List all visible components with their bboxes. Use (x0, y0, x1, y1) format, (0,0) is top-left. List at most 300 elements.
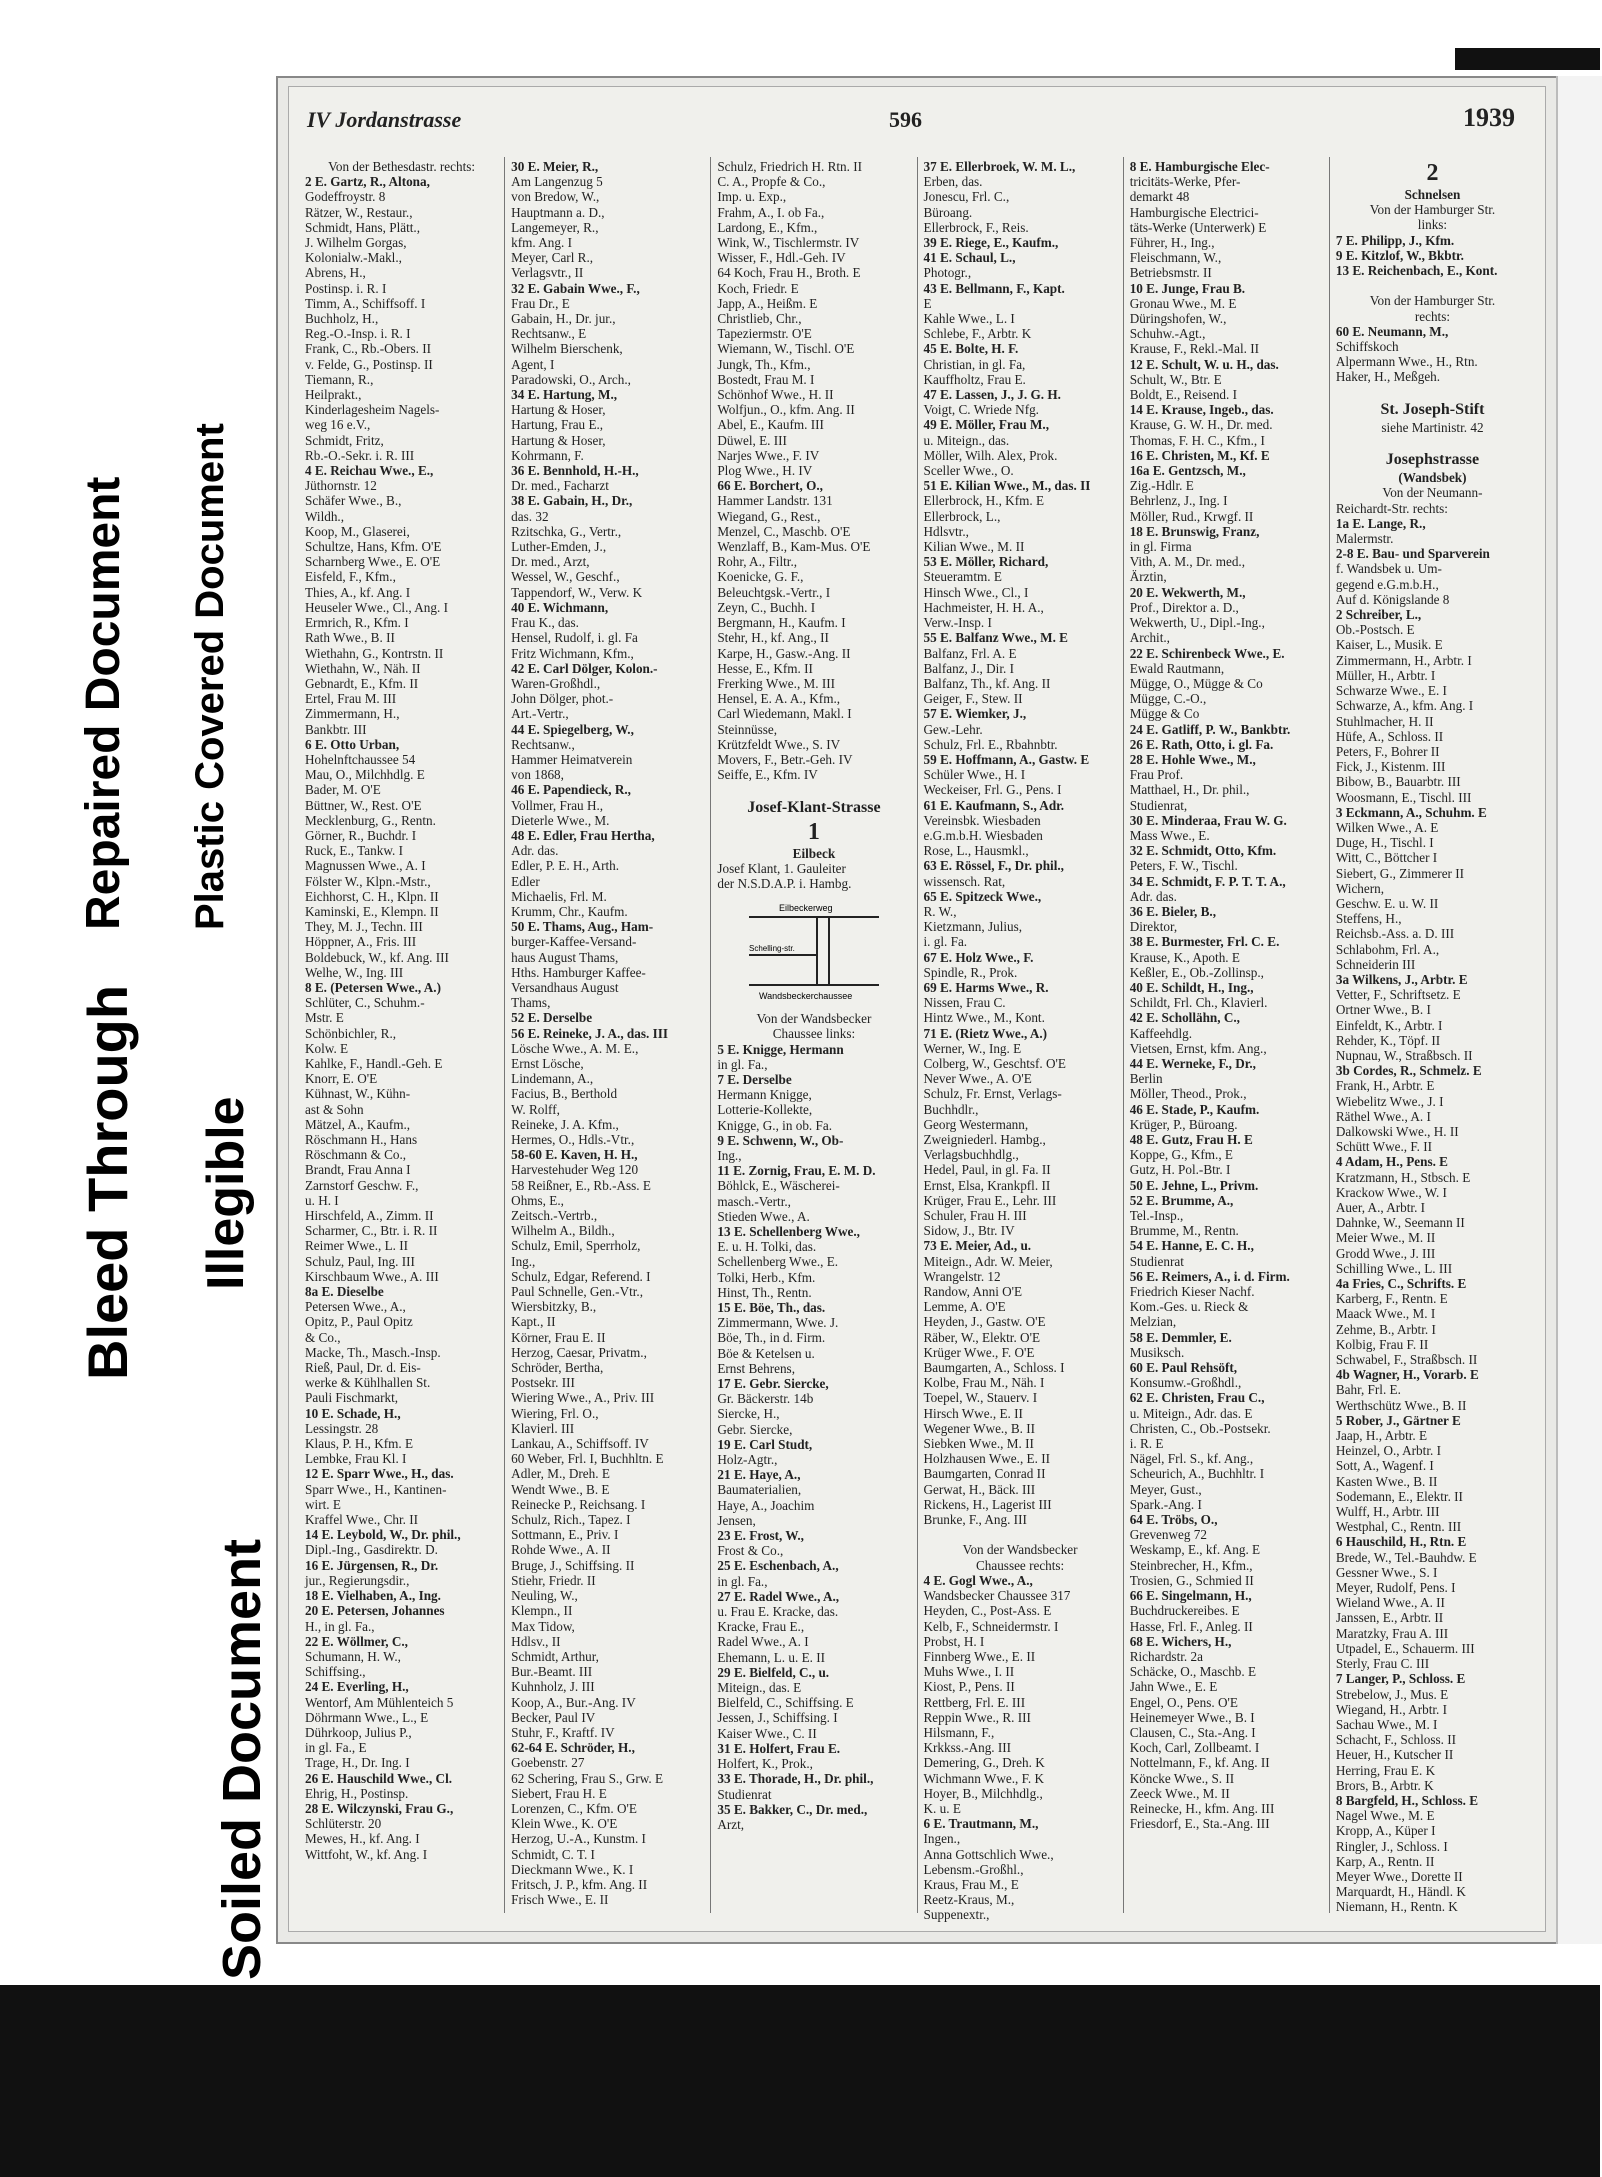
directory-entry: Schiffsing., (305, 1664, 366, 1680)
directory-entry: Movers, F., Betr.-Geh. IV (717, 751, 853, 767)
directory-entry: Eisfeld, F., Kfm., (305, 569, 396, 585)
column-6 (1329, 157, 1535, 1913)
directory-entry: Görner, R., Buchdr. I (305, 827, 417, 843)
directory-entry: John Dölger, phot.- (511, 691, 614, 707)
directory-entry: Hths. Hamburger Kaffee- (511, 964, 646, 980)
directory-entry: Kuhnholz, J. III (511, 1679, 595, 1695)
directory-entry: weg 16 e.V., (305, 417, 371, 433)
directory-entry: 53 E. Möller, Richard, (923, 554, 1049, 570)
column-4 (917, 157, 1123, 1923)
directory-entry: Werthschütz Wwe., B. II (1335, 1397, 1467, 1413)
directory-entry: 8a E. Dieselbe (305, 1284, 384, 1300)
directory-entry: Reimer Wwe., L. II (305, 1238, 409, 1254)
directory-entry: Peters, F. W., Tischl. (1129, 858, 1238, 874)
directory-entry: Meyer, Gust., (1129, 1481, 1202, 1497)
directory-entry: Tappendorf, W., Verw. K (511, 584, 643, 600)
directory-entry: Schuler, Frau H. III (923, 1208, 1027, 1224)
directory-entry: Brandt, Frau Anna I (305, 1162, 411, 1178)
directory-entry: Ernst Lösche, (511, 1055, 584, 1071)
directory-entry: Hartung, Frau E., (511, 417, 604, 433)
directory-entry: Schulz, Rich., Tapez. I (511, 1512, 631, 1528)
directory-entry: Karberg, F., Rentn. E (1335, 1291, 1448, 1307)
directory-entry: Kom.-Ges. u. Rieck & (1129, 1299, 1249, 1315)
directory-entry: Nägel, Frl. S., kf. Ang., (1129, 1451, 1254, 1467)
directory-entry: Krackow Wwe., W. I (1335, 1184, 1447, 1200)
directory-entry: Kiost, P., Pens. II (923, 1679, 1015, 1695)
directory-entry: Hinsch Wwe., Cl., I (923, 584, 1029, 600)
directory-entry: Siercke, H., (717, 1406, 780, 1422)
directory-entry: 2 (1426, 160, 1439, 186)
directory-entry: Schlebe, F., Arbtr. K (923, 326, 1032, 342)
directory-entry: Zeyn, C., Buchh. I (717, 599, 816, 615)
directory-entry: 8 E. Hamburgische Elec- (1129, 159, 1270, 174)
directory-entry: Bankbtr. III (305, 721, 367, 737)
directory-entry: Berlin (1129, 1071, 1163, 1087)
directory-entry: 24 E. Gatliff, P. W., Bankbtr. (1129, 721, 1291, 737)
directory-entry: Von der Neumann- (1382, 485, 1483, 501)
year: 1939 (1463, 103, 1515, 132)
label-repaired: Repaired Document (77, 476, 130, 930)
directory-entry: Hartung & Hoser, (511, 432, 606, 448)
directory-entry: Düringshofen, W., (1129, 311, 1227, 327)
directory-entry: J. Wilhelm Gorgas, (305, 235, 407, 251)
directory-entry: 18 E. Vielhaben, A., Ing. (305, 1588, 441, 1604)
directory-entry: 11 E. Zornig, Frau, E. M. D. (717, 1163, 876, 1179)
directory-entry: gegend e.G.m.b.H., (1335, 576, 1439, 592)
directory-entry: 20 E. Wekwerth, M., (1129, 584, 1246, 600)
directory-entry: Hensel, E. A. A., Kfm., (717, 691, 841, 707)
directory-entry: Meier Wwe., M. II (1335, 1230, 1436, 1246)
directory-entry: Büroang. (923, 204, 973, 220)
directory-entry: Heilprakt., (305, 387, 362, 403)
directory-entry: Carl Wiedemann, Makl. I (717, 706, 852, 722)
directory-entry: Trage, H., Dr. Ing. I (305, 1755, 410, 1771)
directory-entry: Verw.-Insp. I (923, 615, 992, 631)
directory-entry: Baumaterialien, (717, 1482, 802, 1498)
directory-entry: 27 E. Radel Wwe., A., (717, 1588, 840, 1604)
directory-entry: Neuling, W., (511, 1588, 578, 1604)
directory-entry: Ärztin, (1129, 569, 1167, 585)
directory-entry: 41 E. Schaul, L., (923, 250, 1016, 266)
directory-entry: Krause, K., Apoth. E (1129, 949, 1240, 965)
directory-entry: Schacht, F., Schloss. II (1335, 1732, 1457, 1748)
directory-entry: Versandhaus August (511, 979, 619, 995)
directory-entry: Schuhw.-Agt., (1129, 326, 1206, 342)
directory-entry: Dipl.-Ing., Gasdirektr. D. (305, 1542, 438, 1558)
directory-entry: Bahr, Frl. E. (1335, 1382, 1401, 1398)
directory-entry: Boldebuck, W., kf. Ang. III (305, 949, 449, 965)
directory-entry: Agent, I (511, 356, 555, 372)
directory-entry: Hdlsvtr., (923, 523, 969, 539)
directory-entry: Schulz, Emil, Sperrholz, (511, 1238, 641, 1254)
directory-entry: Zig.-Hdlr. E (1129, 478, 1194, 494)
directory-entry: 60 E. Paul Rehsöft, (1129, 1360, 1238, 1376)
directory-entry: Krüger Wwe., F. O'E (923, 1344, 1035, 1360)
directory-entry: Hermes, O., Hdls.-Vtr., (511, 1132, 635, 1147)
directory-entry: Melzian, (1129, 1314, 1177, 1330)
directory-entry: Beleuchtgsk.-Vertr., I (717, 584, 831, 600)
directory-entry: Rechtsanw., (511, 736, 575, 752)
directory-entry: 29 E. Bielfeld, C., u. (717, 1664, 830, 1680)
directory-entry: Schwabel, F., Straßbsch. II (1335, 1352, 1478, 1368)
directory-entry: Rieß, Paul, Dr. d. Eis- (305, 1360, 421, 1376)
directory-entry: Wandsbecker Chaussee 317 (923, 1588, 1071, 1604)
directory-entry: Lembke, Frau Kl. I (305, 1451, 407, 1467)
directory-entry: Hauptmann a. D., (511, 204, 605, 220)
directory-entry: Von der Hamburger Str. (1369, 293, 1496, 309)
directory-entry: Mass Wwe., E. (1129, 827, 1210, 843)
directory-entry: 64 E. Tröbs, O., (1129, 1512, 1218, 1528)
directory-entry: Wilhelm Bierschenk, (511, 341, 623, 357)
directory-entry: Schönbichler, R., (305, 1025, 397, 1041)
directory-entry: Edler (511, 873, 540, 889)
directory-entry: Rohde Wwe., A. II (511, 1542, 611, 1558)
directory-entry: Finnberg Wwe., E. II (923, 1648, 1036, 1664)
directory-entry: Paradowski, O., Arch., (511, 371, 631, 387)
directory-entry: Jonescu, Frl. C., (923, 189, 1010, 205)
directory-entry: 18 E. Brunswig, Franz, (1129, 523, 1260, 539)
directory-entry: Mügge & Co (1129, 706, 1200, 722)
directory-entry: Konsumw.-Großhdl., (1129, 1375, 1242, 1391)
directory-entry: Dahnke, W., Seemann II (1335, 1215, 1465, 1231)
directory-entry: 9 E. Schwenn, W., Ob- (717, 1132, 844, 1148)
directory-entry: Westphal, C., Rentn. III (1335, 1519, 1462, 1535)
directory-entry: Stieden Wwe., A. (717, 1208, 810, 1224)
directory-entry: Miteign., das. E (717, 1680, 802, 1696)
directory-entry: Wieland Wwe., A. II (1335, 1595, 1445, 1611)
directory-entry: Tel.-Insp., (1129, 1208, 1184, 1224)
directory-entry: Verlagsvtr., II (511, 265, 584, 281)
directory-entry: Muhs Wwe., I. II (923, 1664, 1015, 1680)
directory-entry: Möller, Theod., Prok., (1129, 1086, 1247, 1102)
directory-entry: Becker, Paul IV (511, 1709, 596, 1725)
directory-entry: Scharmer, C., Btr. i. R. II (305, 1223, 438, 1239)
directory-entry: Frau Dr., E (511, 295, 570, 311)
directory-entry: 50 E. Jehne, L., Privm. (1129, 1177, 1259, 1193)
directory-entry: Zimmermann, H., Arbtr. I (1335, 652, 1472, 668)
directory-entry: St. Joseph-Stift (1380, 400, 1485, 418)
directory-entry: 7 E. Derselbe (717, 1071, 792, 1087)
directory-entry: 43 E. Bellmann, F., Kapt. (923, 280, 1065, 296)
directory-entry: Jungk, Th., Kfm., (717, 356, 811, 372)
directory-entry: Köncke Wwe., S. II (1129, 1770, 1235, 1786)
directory-entry: Brumme, M., Rentn. (1129, 1223, 1239, 1239)
directory-entry: 17 E. Gebr. Siercke, (717, 1376, 829, 1392)
directory-entry: von 1868, (511, 767, 564, 783)
directory-entry: Kasten Wwe., B. II (1335, 1473, 1438, 1489)
directory-entry: Balfanz, Th., kf. Ang. II (923, 675, 1051, 691)
directory-entry: Ehemann, L. u. E. II (717, 1649, 826, 1665)
directory-entry: Spark.-Ang. I (1129, 1496, 1202, 1512)
directory-entry: Wiegand, G., Rest., (717, 508, 821, 524)
label-bleed-through: Bleed Through (76, 984, 139, 1380)
directory-entry: Schönhof Wwe., H. II (717, 387, 834, 403)
directory-entry: Sparr Wwe., H., Kantinen- (305, 1481, 447, 1497)
page-header (289, 87, 1545, 139)
directory-entry: Seiffe, E., Kfm. IV (717, 767, 818, 783)
directory-entry: Zehme, B., Arbtr. I (1335, 1321, 1436, 1337)
directory-entry: Sodemann, E., Elektr. II (1335, 1488, 1463, 1504)
directory-entry: Timm, A., Schiffsoff. I (305, 295, 426, 311)
directory-entry: Schulz, Fr. Ernst, Verlags- (923, 1086, 1062, 1102)
directory-entry: Führer, H., Ing., (1129, 235, 1215, 251)
directory-entry: Heyden, J., Gastw. O'E (923, 1314, 1046, 1330)
directory-entry: Vollmer, Frau H., (511, 797, 604, 813)
directory-entry: Schwarze Wwe., E. I (1335, 683, 1447, 699)
directory-entry: 42 E. Schollähn, C., (1129, 1010, 1240, 1026)
directory-entry: 61 E. Kaufmann, S., Adr. (923, 797, 1065, 813)
directory-entry: E. u. H. Tolki, das. (717, 1239, 817, 1255)
label-illegible: Illegible (197, 1096, 255, 1290)
directory-entry: Ruck, E., Tankw. I (305, 843, 403, 859)
directory-entry: 6 E. Trautmann, M., (923, 1816, 1039, 1832)
directory-entry: täts-Werke (Unterwerk) E (1129, 219, 1267, 235)
directory-entry: Koenicke, G. F., (717, 569, 804, 585)
directory-entry: Ohms, E., (511, 1192, 564, 1208)
directory-entry: Ing., (511, 1253, 536, 1269)
directory-entry: 9 E. Kitzlof, W., Bkbtr. (1335, 247, 1464, 263)
directory-entry: 55 E. Balfanz Wwe., M. E (923, 630, 1068, 646)
directory-entry: Adler, M., Dreh. E (511, 1466, 610, 1482)
directory-entry: Wink, W., Tischlermstr. IV (717, 235, 860, 251)
directory-entry: 33 E. Thorade, H., Dr. phil., (717, 1771, 874, 1787)
directory-entry: Schüler Wwe., H. I (923, 767, 1026, 783)
directory-entry: Lardong, E., Kfm., (717, 219, 818, 235)
directory-entry: Josephstrasse (1385, 451, 1480, 469)
directory-entry: 50 E. Thams, Aug., Ham- (511, 919, 654, 935)
directory-entry: wissensch. Rat, (923, 873, 1006, 889)
directory-entry: Ernst Behrens, (717, 1360, 795, 1376)
directory-entry: Kratzmann, H., Stbsch. E (1335, 1169, 1471, 1185)
directory-entry: Ingen., (923, 1831, 961, 1847)
directory-entry: Schulz, Paul, Ing. III (305, 1253, 415, 1269)
directory-entry: Niemann, H., Rentn. K (1335, 1899, 1458, 1915)
directory-entry: 48 E. Edler, Frau Hertha, (511, 827, 655, 843)
directory-entry: 4b Wagner, H., Vorarb. E (1335, 1367, 1479, 1383)
directory-entry: Ob.-Postsch. E (1335, 622, 1415, 638)
directory-entry: Reetz-Kraus, M., (923, 1892, 1015, 1908)
map-label-bottom: Wandsbeckerchaussee (758, 991, 853, 1002)
directory-entry: Chaussee links: (772, 1026, 856, 1042)
directory-entry: 5 Rober, J., Gärtner E (1335, 1412, 1461, 1428)
directory-entry: Hasse, Frl. F., Anleg. II (1129, 1618, 1253, 1634)
directory-entry: 4a Fries, C., Schrifts. E (1335, 1276, 1467, 1292)
directory-entry: Kraffel Wwe., Chr. II (305, 1512, 419, 1528)
directory-entry: 47 E. Lassen, J., J. G. H. (923, 387, 1061, 403)
directory-entry: 58 E. Demmler, E. (1129, 1329, 1232, 1345)
directory-entry: Hesse, E., Kfm. II (717, 660, 813, 676)
directory-entry: burger-Kaffee-Versand- (511, 934, 637, 950)
directory-entry: Wentorf, Am Mühlenteich 5 (305, 1694, 454, 1710)
directory-entry: 65 E. Spitzeck Wwe., (923, 888, 1042, 904)
directory-entry: Sachau Wwe., M. I (1335, 1716, 1438, 1732)
directory-entry: Hammer Heimatverein (511, 751, 633, 767)
directory-entry: Kilian Wwe., M. II (923, 539, 1025, 555)
directory-entry: 1a E. Lange, R., (1335, 515, 1426, 531)
directory-entry: Koop, A., Bur.-Ang. IV (511, 1694, 636, 1710)
directory-entry: Nupnau, W., Straßbsch. II (1335, 1047, 1473, 1063)
directory-entry: Baumgarten, A., Schloss. I (923, 1360, 1065, 1376)
directory-entry: Heinemeyer Wwe., B. I (1129, 1709, 1255, 1725)
directory-entry: 59 E. Hoffmann, A., Gastw. E (923, 751, 1090, 767)
directory-entry: Hirschfeld, A., Zimm. II (305, 1208, 434, 1224)
directory-entry: Schumann, H. W., (305, 1648, 401, 1664)
directory-entry: Frahm, A., I. ob Fa., (717, 204, 825, 220)
directory-entry: Knorr, E. O'E (305, 1071, 378, 1087)
directory-entry: 73 E. Meier, Ad., u. (923, 1238, 1032, 1254)
directory-entry: Wegener Wwe., B. II (923, 1420, 1035, 1436)
directory-entry: Frost & Co., (717, 1543, 784, 1559)
directory-entry: Wiemann, W., Tischl. O'E (717, 341, 855, 357)
directory-entry: Japp, A., Heißm. E (717, 295, 818, 311)
directory-entry: Frau Prof. (1129, 767, 1184, 783)
directory-entry: Eilbeck (792, 845, 836, 861)
directory-entry: 20 E. Petersen, Johannes (305, 1603, 445, 1619)
directory-entry: R. W., (923, 903, 957, 919)
directory-entry: 30 E. Meier, R., (511, 159, 599, 174)
scan-dark-corner (1455, 48, 1600, 70)
directory-entry: Herzog, Caesar, Privatm., (511, 1344, 647, 1360)
directory-entry: Betriebsmstr. II (1129, 265, 1212, 281)
directory-entry (924, 1527, 1117, 1542)
directory-entry: Behrlenz, J., Ing. I (1129, 493, 1228, 509)
directory-entry: Hdlsv., II (511, 1633, 561, 1649)
directory-entry: Utpadel, E., Schauerm. III (1335, 1640, 1475, 1656)
directory-entry: Krkkss.-Ang. III (923, 1740, 1012, 1756)
directory-entry: Wichern, (1335, 880, 1385, 896)
directory-entry: 3b Cordes, R., Schmelz. E (1335, 1063, 1482, 1079)
directory-entry: 56 E. Reineke, J. A., das. III (511, 1025, 668, 1041)
directory-entry: Max Tidow, (511, 1618, 575, 1634)
directory-entry: (Wandsbek) (1398, 470, 1467, 486)
directory-entry: Adr. das. (1129, 888, 1177, 904)
directory-entry: Einfeldt, K., Arbtr. I (1335, 1017, 1443, 1033)
directory-entry: Zeitsch.-Vertrb., (511, 1208, 598, 1224)
directory-entry: werke & Kühlhallen St. (305, 1375, 431, 1391)
directory-entry: Wildh., (305, 508, 345, 524)
directory-entry: Never Wwe., A. O'E (923, 1071, 1032, 1087)
directory-entry: 30 E. Minderaa, Frau W. G. (1129, 812, 1287, 828)
directory-entry: Ellerbrock, F., Reis. (923, 219, 1029, 235)
directory-entry: u. Miteign., das. (923, 432, 1010, 448)
directory-entry: Ertel, Frau M. III (305, 691, 397, 707)
directory-entry: Dührkoop, Julius P., (305, 1724, 412, 1740)
directory-entry: Siebert, G., Zimmerer II (1335, 865, 1465, 881)
directory-entry (717, 782, 910, 797)
map-label-top: Eilbeckerweg (778, 903, 833, 914)
directory-entry: 10 E. Junge, Frau B. (1129, 280, 1246, 296)
directory-entry: Dieterle Wwe., M. (511, 812, 610, 828)
directory-entry: Maack Wwe., M. I (1335, 1306, 1436, 1322)
directory-entry: 62 Schering, Frau S., Grw. E (511, 1770, 664, 1786)
directory-entry: Suppenextr., (923, 1907, 990, 1923)
directory-entry: Tolki, Herb., Kfm. (717, 1269, 816, 1285)
directory-entry: Kietzmann, Julius, (923, 919, 1023, 935)
directory-entry: Verlagsbuchhdlg., (923, 1147, 1019, 1163)
directory-entry: Christen, C., Ob.-Postsekr. (1129, 1420, 1271, 1436)
directory-entry: Dr. med., Arzt, (511, 554, 590, 570)
directory-entry: Georg Westermann, (923, 1116, 1029, 1132)
directory-entry: Wiethahn, W., Näh. II (305, 660, 421, 676)
directory-entry: Frerking Wwe., M. III (717, 675, 836, 691)
directory-entry: Tapeziermstr. O'E (717, 326, 812, 342)
directory-entry: Bur.-Beamt. III (511, 1664, 593, 1680)
directory-entry: Hedel, Paul, in gl. Fa. II (923, 1162, 1051, 1178)
directory-entry: Mecklenburg, G., Rentn. (305, 812, 436, 828)
directory-entry: Ewald Rautmann, (1129, 660, 1225, 676)
directory-entry: Jensen, (717, 1512, 756, 1528)
directory-entry: Rb.-O.-Sekr. i. R. III (305, 447, 415, 463)
directory-entry: Kropp, A., Küper I (1335, 1823, 1436, 1839)
directory-entry: Schlüter, C., Schuhm.- (305, 995, 425, 1011)
directory-entry: Stiehr, Friedr. II (511, 1572, 596, 1588)
directory-entry: 6 Hauschild, H., Rtn. E (1335, 1534, 1467, 1550)
directory-entry: Schmidt, Hans, Plätt., (305, 219, 421, 235)
directory-entry: Sceller Wwe., O. (923, 463, 1014, 479)
directory-entry: 67 E. Holz Wwe., F. (923, 949, 1034, 965)
directory-entry: Hoyer, B., Milchhdlg., (923, 1785, 1043, 1801)
directory-entry: Röschmann H., Hans (305, 1132, 418, 1147)
directory-entry: 52 E. Derselbe (511, 1010, 593, 1026)
directory-entry: Döhrmann Wwe., L., E (305, 1709, 429, 1725)
directory-entry: 2-8 E. Bau- und Sparverein (1335, 546, 1490, 562)
directory-entry: Krüger, Frau E., Lehr. III (923, 1192, 1057, 1208)
directory-entry: Prof., Direktor a. D., (1129, 599, 1239, 615)
directory-entry: Schütt Wwe., F. II (1335, 1139, 1432, 1155)
directory-entry: 3a Wilkens, J., Arbtr. E (1335, 971, 1468, 987)
directory-entry: Auer, A., Arbtr. I (1335, 1200, 1426, 1215)
directory-entry: Zimmermann, Wwe. J. (717, 1315, 839, 1331)
directory-entry: Rohr, A., Filtr., (717, 554, 798, 570)
directory-entry: Wiethahn, G., Kontrstn. II (305, 645, 444, 661)
directory-entry: Musiksch. (1129, 1344, 1185, 1360)
directory-entry: Schwarze, A., kfm. Ang. I (1335, 698, 1474, 714)
directory-entry: Wisser, F., Hdl.-Geh. IV (717, 250, 846, 266)
directory-entry: 25 E. Eschenbach, A., (717, 1558, 839, 1574)
directory-entry: Siebert, Frau H. E (511, 1785, 607, 1801)
directory-entry: 37 E. Ellerbroek, W. M. L., (923, 159, 1076, 174)
directory-entry: Schlabohm, Frl. A., (1335, 941, 1440, 957)
directory-entry: Sterly, Frau C. III (1335, 1656, 1430, 1672)
directory-entry: 58 Reißner, E., Rb.-Ass. E (511, 1177, 651, 1193)
directory-entry: der N.S.D.A.P. i. Hambg. (717, 875, 852, 891)
directory-entry: 71 E. (Rietz Wwe., A.) (923, 1025, 1048, 1041)
directory-entry: Studienrat (717, 1786, 772, 1802)
directory-entry (1336, 278, 1529, 293)
directory-entry: Welhe, W., Ing. III (305, 964, 404, 980)
directory-entry: Reinecke P., Reichsang. I (511, 1496, 646, 1512)
directory-entry: Koop, M., Glaserei, (305, 523, 410, 539)
directory-entry: 45 E. Bolte, H. F. (923, 341, 1019, 357)
directory-entry (1336, 385, 1529, 400)
directory-entry: Trosien, G., Schmied II (1129, 1572, 1254, 1588)
directory-entry: Kracke, Frau E., (717, 1619, 805, 1635)
directory-entry: Postinsp. i. R. I (305, 280, 387, 296)
directory-entry: Schneiderin III (1335, 956, 1416, 972)
directory-entry: 62 E. Christen, Frau C., (1129, 1390, 1265, 1406)
directory-entry: 26 E. Rath, Otto, i. gl. Fa. (1129, 736, 1274, 752)
directory-entry: 32 E. Gabain Wwe., F., (511, 280, 640, 296)
directory-entry: Thies, A., kf. Ang. I (305, 584, 411, 600)
directory-entry: Heinzel, O., Arbtr. I (1335, 1443, 1441, 1459)
section-title: IV Jordanstrasse (307, 107, 462, 132)
directory-entry: Wulff, H., Arbtr. III (1335, 1504, 1440, 1520)
directory-entry: 48 E. Gutz, Frau H. E (1129, 1132, 1253, 1147)
directory-entry: Schellenberg Wwe., E. (717, 1254, 839, 1270)
directory-entry: Lessingstr. 28 (305, 1420, 379, 1436)
directory-entry: They, M. J., Techn. III (305, 919, 423, 935)
directory-entry: Hensel, Rudolf, i. gl. Fa (511, 630, 638, 646)
